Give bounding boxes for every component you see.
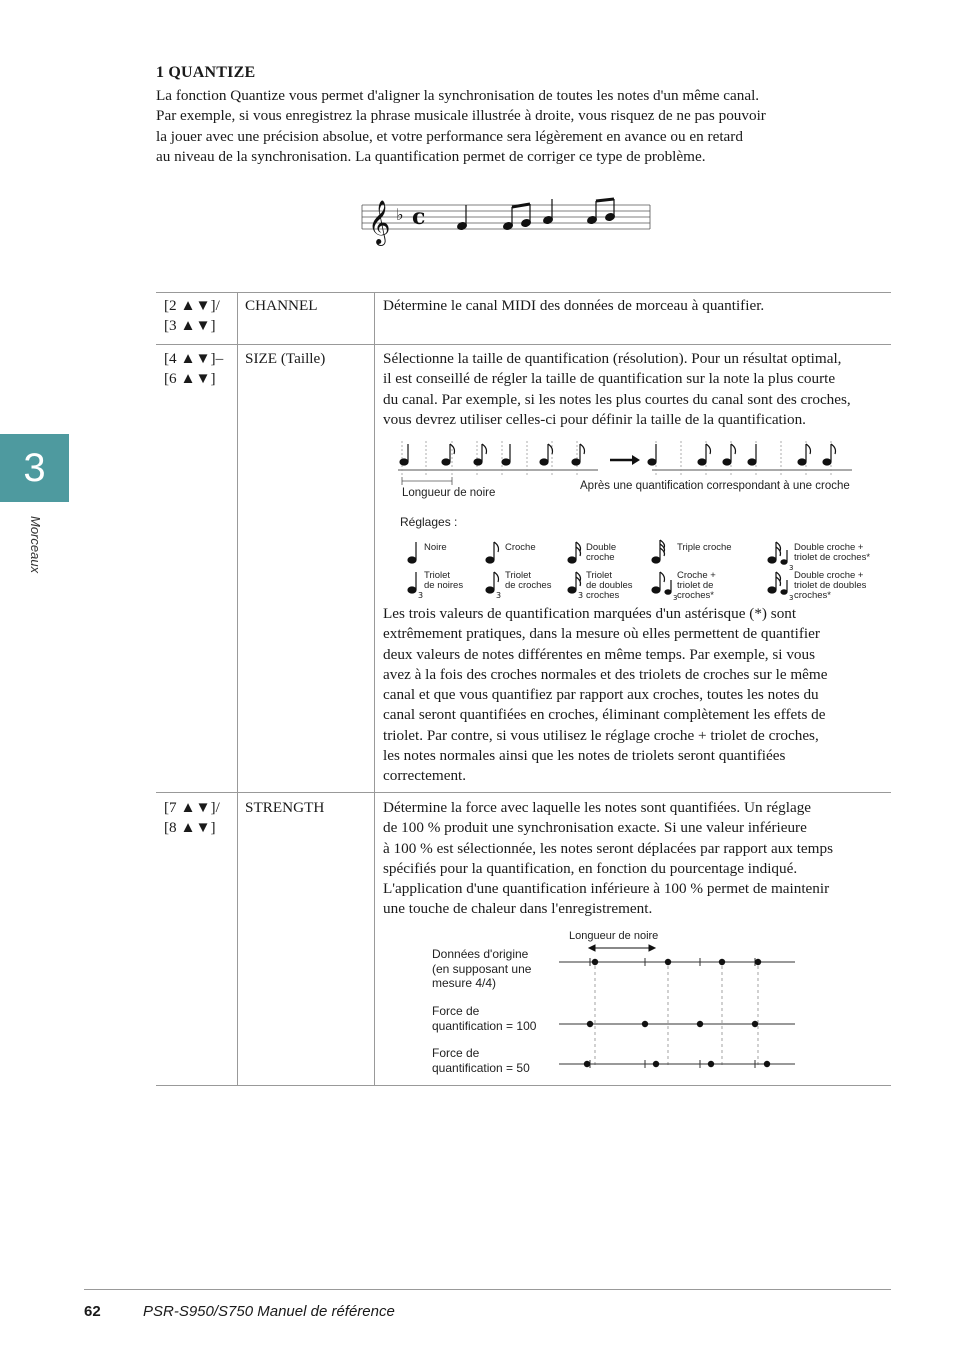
quarter-note-icon [408, 557, 416, 563]
setting-label: Triolet de doubles croches [586, 570, 633, 601]
strength-100-label: Force de quantification = 100 [432, 1004, 537, 1033]
quarter-length-label: Longueur de noire [402, 487, 496, 499]
param-name: SIZE (Taille) [245, 350, 326, 367]
setting-label: Double croche [586, 542, 617, 563]
description-line: canal et que vous quantifiez par rapport aux croches, toutes les notes du [383, 686, 819, 704]
description-line: avez à la fois des croches normales et des triolets de croches sur le même [383, 665, 828, 683]
button-label: [6 ▲▼] [164, 370, 216, 388]
svg-text:3: 3 [418, 591, 424, 600]
eighth-triplet-combo-icon [652, 587, 660, 593]
row-buttons [164, 349, 223, 390]
settings-label: Réglages : [400, 515, 458, 529]
setting-label: Double croche + triolet de doubles croches* [794, 570, 867, 601]
setting-label: Croche + triolet de croches* [677, 570, 716, 601]
quarter-length-bracket [402, 477, 452, 485]
intro-paragraph [156, 86, 856, 167]
quantize-strength-diagram [555, 940, 805, 1075]
description-line: une touche de chaleur dans l'enregistrement. [383, 900, 653, 918]
description-line: de 100 % produit une synchronisation exacte. Si une valeur inférieure [383, 819, 807, 837]
sixteenth-note-icon [568, 557, 576, 563]
description-line: à 100 % est sélectionnée, les notes seront déplacées par rapport aux temps [383, 839, 833, 857]
eighth-triplet-icon [486, 587, 494, 593]
param-name: STRENGTH [245, 799, 325, 816]
param-description [383, 349, 851, 430]
param-name: CHANNEL [245, 297, 318, 314]
quarter-triplet-icon [408, 587, 416, 593]
manual-title: PSR-S950/S750 Manuel de référence [143, 1303, 395, 1320]
footer-rule [84, 1289, 891, 1290]
sixteenth-triplet-combo-icon [768, 557, 776, 563]
table-column-rule [374, 292, 375, 1086]
table-bottom-rule [156, 1085, 891, 1086]
table-top-rule [156, 292, 891, 293]
table-column-rule [237, 292, 238, 1086]
description-line: Détermine le canal MIDI des données de morceau à quantifier. [383, 297, 765, 314]
description-line: deux valeurs de notes différentes en même temps. Par exemple, si vous [383, 645, 816, 663]
setting-label: Croche [505, 542, 536, 553]
intro-line: La fonction Quantize vous permet d'aligner la synchronisation de toutes les notes d'un même canal. [156, 87, 760, 104]
intro-line: Par exemple, si vous enregistrez la phrase musicale illustrée à droite, vous risquez de ne pas pouvoir [156, 107, 766, 125]
treble-clef-icon: 𝄞 [368, 200, 391, 244]
description-line: Sélectionne la taille de quantification (résolution). Pour un résultat optimal, [383, 350, 842, 367]
sixteenth-triplet-icon [568, 587, 576, 593]
intro-line: la jouer avec une précision absolue, et votre performance sera légèrement en avance ou en retard [156, 127, 743, 145]
chapter-tab: 3 [0, 434, 69, 502]
button-label: [3 ▲▼] [164, 317, 216, 335]
setting-label: Triolet de noires [424, 570, 464, 591]
table-row-rule [156, 344, 891, 345]
flat-sign-icon: ♭ [396, 205, 404, 224]
settings-icons-col4 [648, 538, 678, 602]
description-line: du canal. Par exemple, si les notes les plus courtes du canal sont des croches, [383, 390, 851, 408]
param-description-extra [383, 604, 827, 787]
button-label: [8 ▲▼] [164, 819, 216, 837]
eighth-note-icon [486, 557, 494, 563]
description-line: les notes normales ainsi que les notes de triolets seront quantifiées [383, 747, 786, 765]
button-label: [7 ▲▼]/ [164, 799, 220, 816]
common-time-icon: c [412, 204, 426, 230]
settings-icons-col5 [764, 538, 794, 602]
button-label: [4 ▲▼]– [164, 350, 224, 367]
description-line: Les trois valeurs de quantification marquées d'un astérisque (*) sont [383, 605, 797, 622]
svg-text:3: 3 [789, 594, 794, 602]
original-data-label: Données d'origine (en supposant une mesure 4/4) [432, 947, 532, 990]
svg-text:3: 3 [789, 564, 794, 572]
table-row-rule [156, 792, 891, 793]
button-label: [2 ▲▼]/ [164, 297, 220, 314]
quarter-length-arrow [589, 945, 655, 951]
arrow-right-icon [610, 455, 640, 465]
section-title: 1 QUANTIZE [156, 64, 256, 81]
intro-line: au niveau de la synchronisation. La quantification permet de corriger ce type de problème. [156, 147, 706, 165]
description-line: extrêmement pratiques, dans la mesure où elles permettent de quantifier [383, 625, 820, 643]
quarter-length-label: Longueur de noire [569, 930, 659, 942]
svg-text:3: 3 [578, 591, 584, 600]
thirty-second-note-icon [652, 557, 660, 563]
row-buttons [164, 296, 220, 337]
strength-50-label: Force de quantification = 50 [432, 1046, 530, 1075]
description-line: spécifiés pour la quantification, en fonction du pourcentage indiqué. [383, 859, 798, 877]
chapter-label: Morceaux [28, 516, 43, 574]
description-line: Détermine la force avec laquelle les notes sont quantifiées. Un réglage [383, 799, 812, 816]
setting-label: Noire [424, 542, 447, 553]
description-line: vous devrez utiliser celles-ci pour définir la taille de la quantification. [383, 410, 806, 428]
param-description [383, 798, 833, 920]
description-line: triolet. Par contre, si vous utilisez le réglage croche + triolet de croches, [383, 726, 819, 744]
sixteenth-double-triplet-icon [768, 587, 776, 593]
description-line: canal seront quantifiées en croches, éliminant complètement les effets de [383, 706, 826, 724]
after-quantize-label: Après une quantification correspondant à une croche [580, 480, 850, 492]
setting-label: Double croche + triolet de croches* [794, 542, 871, 563]
svg-text:3: 3 [673, 594, 678, 602]
description-line: il est conseillé de régler la taille de quantification sur la note la plus courte [383, 370, 836, 388]
setting-label: Triolet de croches [505, 570, 552, 591]
description-line: L'application d'une quantification inférieure à 100 % permet de maintenir [383, 880, 830, 898]
param-description [383, 296, 764, 316]
description-line: correctement. [383, 767, 467, 785]
page-number: 62 [84, 1303, 101, 1320]
svg-text:3: 3 [496, 591, 502, 600]
music-phrase-staff [360, 195, 652, 247]
row-buttons [164, 798, 220, 839]
setting-label: Triple croche [677, 542, 732, 553]
